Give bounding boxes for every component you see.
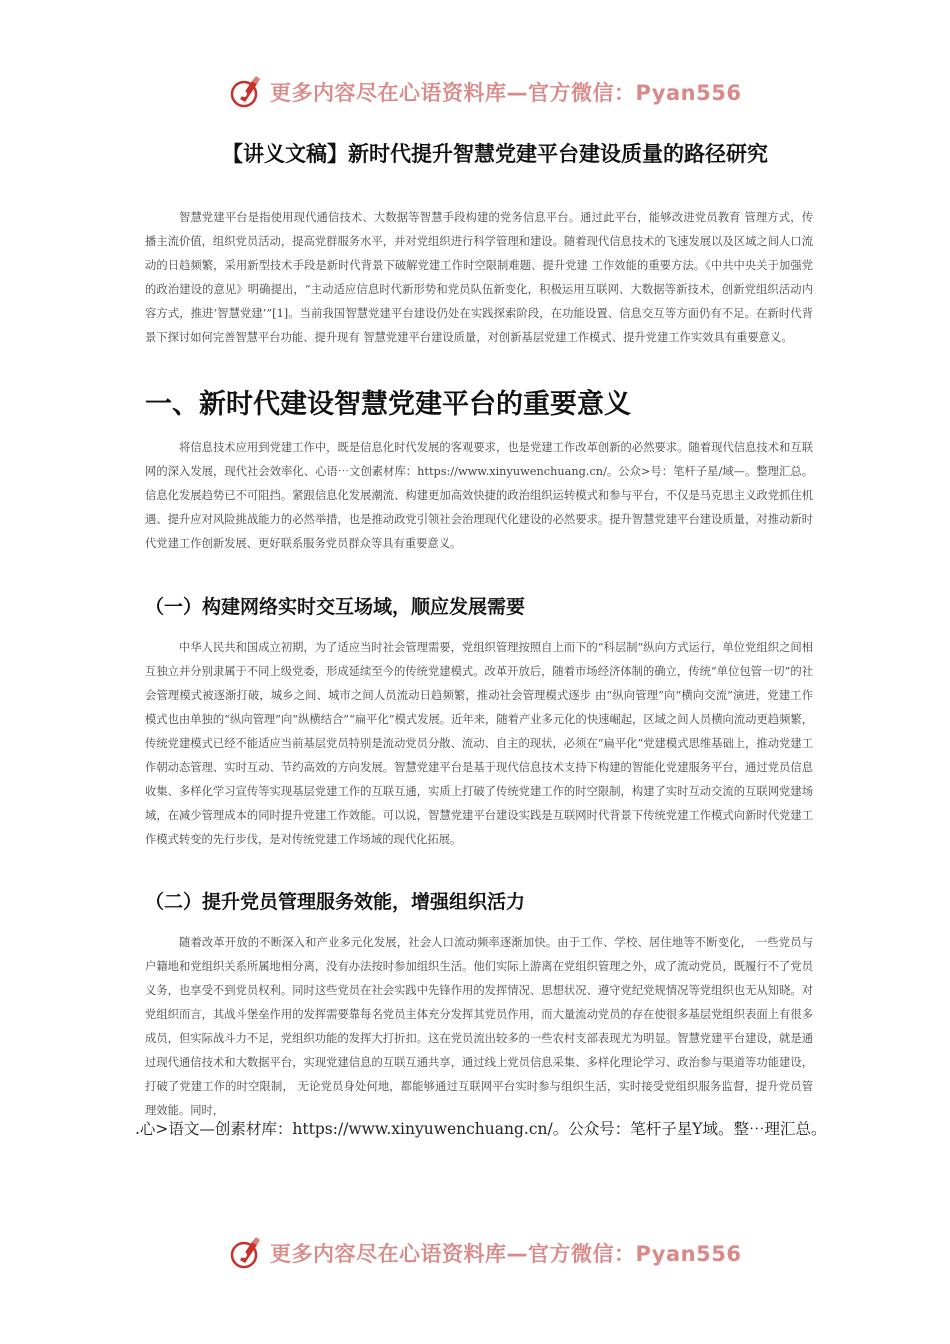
fountain-pen-logo-icon xyxy=(230,1236,264,1270)
subsection-heading-2: （二）提升党员管理服务效能，增强组织活力 xyxy=(145,891,526,913)
subsection-heading-1: （一）构建网络实时交互场域，顺应发展需要 xyxy=(145,596,526,618)
section-heading: 一、新时代建设智慧党建平台的重要意义 xyxy=(145,389,631,420)
section-paragraph: 将信息技术应用到党建工作中，既是信息化时代发展的客观要求，也是党建工作改革创新的必然要求。随着现代信息技术和互联网的深入发展，现代社会效率化、心语⋯文创素材库：https://www.xinyuwenchuang.cn/。公众>号：笔杆子星/域—。整理汇总。信息化发展趋势已不可阻挡。紧跟信息化发展潮流、构建更加高效快捷的政治组织运转模式和参与平台，不仅是马克思主义政党抓住机遇、提升应对风险挑战能力的必然举措，也是推动政党引领社会治理现代化建设的必然要求。提升智慧党建平台建设质量，对推动新时代党建工作创新发展、更好联系服务党员群众等具有重要意义。 xyxy=(145,441,813,550)
banner-text: 更多内容尽在心语资料库—官方微信：Pyan556 xyxy=(270,81,742,105)
source-note: .心>语文—创素材库：https://www.xinyuwenchuang.cn/。公众号：笔杆子星Y域。整⋯理汇总。 xyxy=(135,1120,827,1138)
fountain-pen-logo-icon xyxy=(230,75,264,109)
header-banner xyxy=(230,72,741,112)
subsection-paragraph-1: 中华人民共和国成立初期，为了适应当时社会管理需要，党组织管理按照自上而下的“科层制”纵向方式运行，单位党组织之间相互独立并分别隶属于不同上级党委，形成延续至今的传统党建模式。改革开放后，随着市场经济体制的确立，传统“单位包管一切”的社会管理模式被逐渐打破，城乡之间、城市之间人员流动日趋频繁，推动社会管理模式逐步 由“纵向管理”向“横向交流”演进，党建工作模式也由单独的“纵向管理”向“纵横结合”“扁平化”模式发展。近年来，随着产业多元化的快速崛起，区域之间人员横向流动更趋频繁，传统党建模式已经不能适应当前基层党员特别是流动党员分散、流动、自主的现状，必须在“扁平化”党建模式思维基础上，推动党建工作朝动态管理、实时互动、节约高效的方向发展。智慧党建平台是基于现代信息技术支持下构建的智能化党建服务平台，通过党员信息收集、多样化学习宣传等实现基层党建工作的互联互通，实质上打破了传统党建工作的时空限制，构建了实时互动交流的互联网党建场域，在减少管理成本的同时提升党建工作效能。可以说，智慧党建平台建设实践是互联网时代背景下传统党建工作模式向新时代党建工作模式转变的先行步伐，是对传统党建工作场域的现代化拓展。 xyxy=(145,641,813,846)
subsection-paragraph-2: 随着改革开放的不断深入和产业多元化发展，社会人口流动频率逐渐加快。由于工作、学校、居住地等不断变化， 一些党员与户籍地和党组织关系所属地相分离，没有办法按时参加组织生活。他们实际上游离在党组织管理之外，成了流动党员，既履行不了党员义务，也享受不到党员权利。同时这些党员在社会实践中先锋作用的发挥情况、思想状况、遵守党纪党规情况等党组织也无从知晓。对党组织而言，其战斗堡垒作用的发挥需要靠每名党员主体充分发挥其党员作用，而大量流动党员的存在使很多基层党组织表面上有很多成员，但实际战斗力不足，党组织功能的发挥大打折扣。这在党员流出较多的一些农村支部表现尤为明显。智慧党建平台建设，就是通过现代通信技术和大数据平台，实现党建信息的互联互通共享，通过线上党员信息采集、多样化理论学习、政治参与渠道等功能建设，打破了党建工作的时空限制， 无论党员身处何地，都能够通过互联网平台实时参与组织生活，实时接受党组织服务监督，提升党员管理效能。同时， xyxy=(145,936,813,1117)
document-title: 【讲义文稿】新时代提升智慧党建平台建设质量的路径研究 xyxy=(222,142,768,166)
banner-text: 更多内容尽在心语资料库—官方微信：Pyan556 xyxy=(270,1242,742,1266)
footer-banner xyxy=(230,1233,741,1273)
intro-paragraph: 智慧党建平台是指使用现代通信技术、大数据等智慧手段构建的党务信息平台。通过此平台，能够改进党员教育 管理方式，传播主流价值，组织党员活动，提高党群服务水平，并对党组织进行科学管理和建设。随着现代信息技术的飞速发展以及区域之间人口流动的日趋频繁，采用新型技术手段是新时代背景下破解党建工作时空限制难题、提升党建 工作效能的重要方法。《中共中央关于加强党的政治建设的意见》明确提出，“主动适应信息时代新形势和党员队伍新变化，积极运用互联网、大数据等新技术，创新党组织活动内容方式，推进‘智慧党建’”[1]。当前我国智慧党建平台建设仍处在实践探索阶段，在功能设置、信息交互等方面仍有不足。在新时代背景下探讨如何完善智慧平台功能、提升现有 智慧党建平台建设质量，对创新基层党建工作模式、提升党建工作实效具有重要意义。 xyxy=(145,211,813,344)
